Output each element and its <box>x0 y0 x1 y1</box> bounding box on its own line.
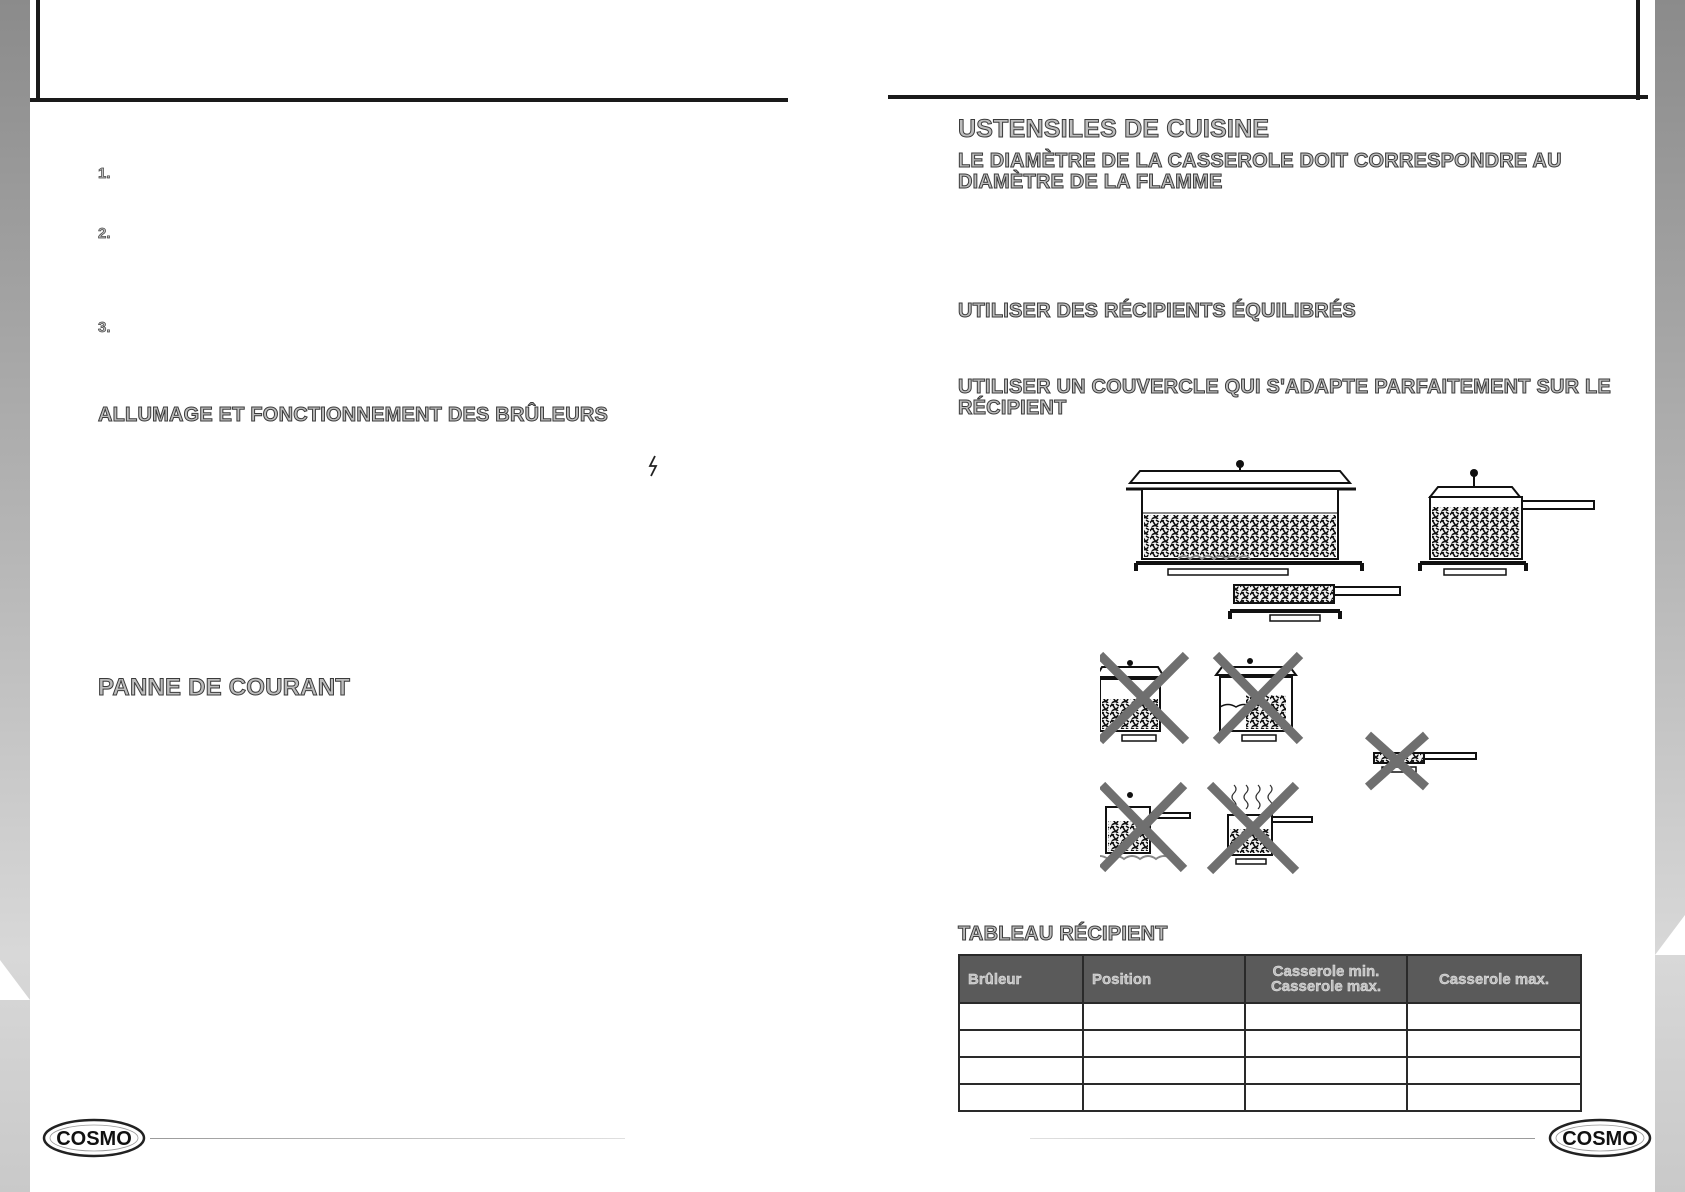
table-cell <box>1083 1003 1245 1030</box>
power-failure-heading: PANNE DE COURANT <box>98 674 351 701</box>
ignition-heading: ALLUMAGE ET FONCTIONNEMENT DES BRÛLEURS <box>98 404 609 426</box>
table-cell <box>1083 1057 1245 1084</box>
pan-size-table <box>958 954 1582 1112</box>
pot-on-burner-icon <box>1230 585 1400 621</box>
header-pan-min <box>1245 955 1407 1003</box>
table-row <box>959 1084 1581 1111</box>
list-number-3: 3. <box>98 319 111 336</box>
header-pan-min-line1: Casserole min. <box>1272 963 1380 980</box>
table-cell <box>1083 1084 1245 1111</box>
header-position: Position <box>1083 955 1245 1003</box>
cosmo-logo-left-text: COSMO <box>56 1128 132 1150</box>
table-cell <box>1245 1057 1407 1084</box>
left-header-rule <box>30 98 788 102</box>
left-page-edge <box>0 0 30 1192</box>
table-cell <box>1083 1030 1245 1057</box>
list-number-2: 2. <box>98 225 111 242</box>
table-cell <box>959 1084 1083 1111</box>
header-burner: Brûleur <box>959 955 1083 1003</box>
table-cell <box>1245 1003 1407 1030</box>
lid-subheading: UTILISER UN COUVERCLE QUI S'ADAPTE PARFAITEMENT SUR LE RÉCIPIENT <box>958 376 1611 419</box>
table-title: TABLEAU RÉCIPIENT <box>958 923 1168 945</box>
table-cell <box>1245 1084 1407 1111</box>
table-row <box>959 1003 1581 1030</box>
list-number-1: 1. <box>98 165 111 182</box>
diameter-subheading: LE DIAMÈTRE DE LA CASSEROLE DOIT CORRESPONDRE AU DIAMÈTRE DE LA FLAMME <box>958 150 1562 193</box>
crossed-out-pot-icon <box>1210 785 1312 871</box>
table-cell <box>1407 1057 1581 1084</box>
cookware-illustration <box>1100 455 1600 885</box>
right-footer-rule <box>1030 1138 1535 1139</box>
table-cell <box>959 1003 1083 1030</box>
pot-on-burner-icon <box>1126 460 1362 575</box>
table-row <box>959 1057 1581 1084</box>
table-header-row <box>959 955 1581 1003</box>
cosmo-logo-right-text: COSMO <box>1562 1128 1638 1150</box>
table-cell <box>1407 1084 1581 1111</box>
crossed-out-pot-icon <box>1368 735 1476 787</box>
table-cell <box>1407 1003 1581 1030</box>
table-cell <box>959 1030 1083 1057</box>
left-crop-mark <box>36 0 40 100</box>
right-edge-notch <box>1655 915 1685 955</box>
cosmo-logo-left <box>42 1118 146 1158</box>
left-edge-notch <box>0 960 30 1000</box>
right-page-edge <box>1655 0 1685 1192</box>
header-pan-max: Casserole max. <box>1407 955 1581 1003</box>
header-pan-min-line2: Casserole max. <box>1270 978 1382 995</box>
right-header-rule <box>888 95 1648 99</box>
crossed-out-pot-icon <box>1100 785 1190 869</box>
table-cell <box>1245 1030 1407 1057</box>
table-cell <box>959 1057 1083 1084</box>
left-footer-rule <box>150 1138 625 1139</box>
cosmo-logo-right <box>1548 1118 1652 1158</box>
balanced-subheading: UTILISER DES RÉCIPIENTS ÉQUILIBRÉS <box>958 300 1356 322</box>
table-cell <box>1407 1030 1581 1057</box>
pot-on-burner-icon <box>1420 469 1594 575</box>
table-row <box>959 1030 1581 1057</box>
cookware-title: USTENSILES DE CUISINE <box>958 115 1270 143</box>
lightning-bolt-icon <box>646 455 660 477</box>
crossed-out-pot-icon <box>1216 655 1300 741</box>
crossed-out-pot-icon <box>1100 655 1186 741</box>
right-crop-mark <box>1636 0 1640 100</box>
